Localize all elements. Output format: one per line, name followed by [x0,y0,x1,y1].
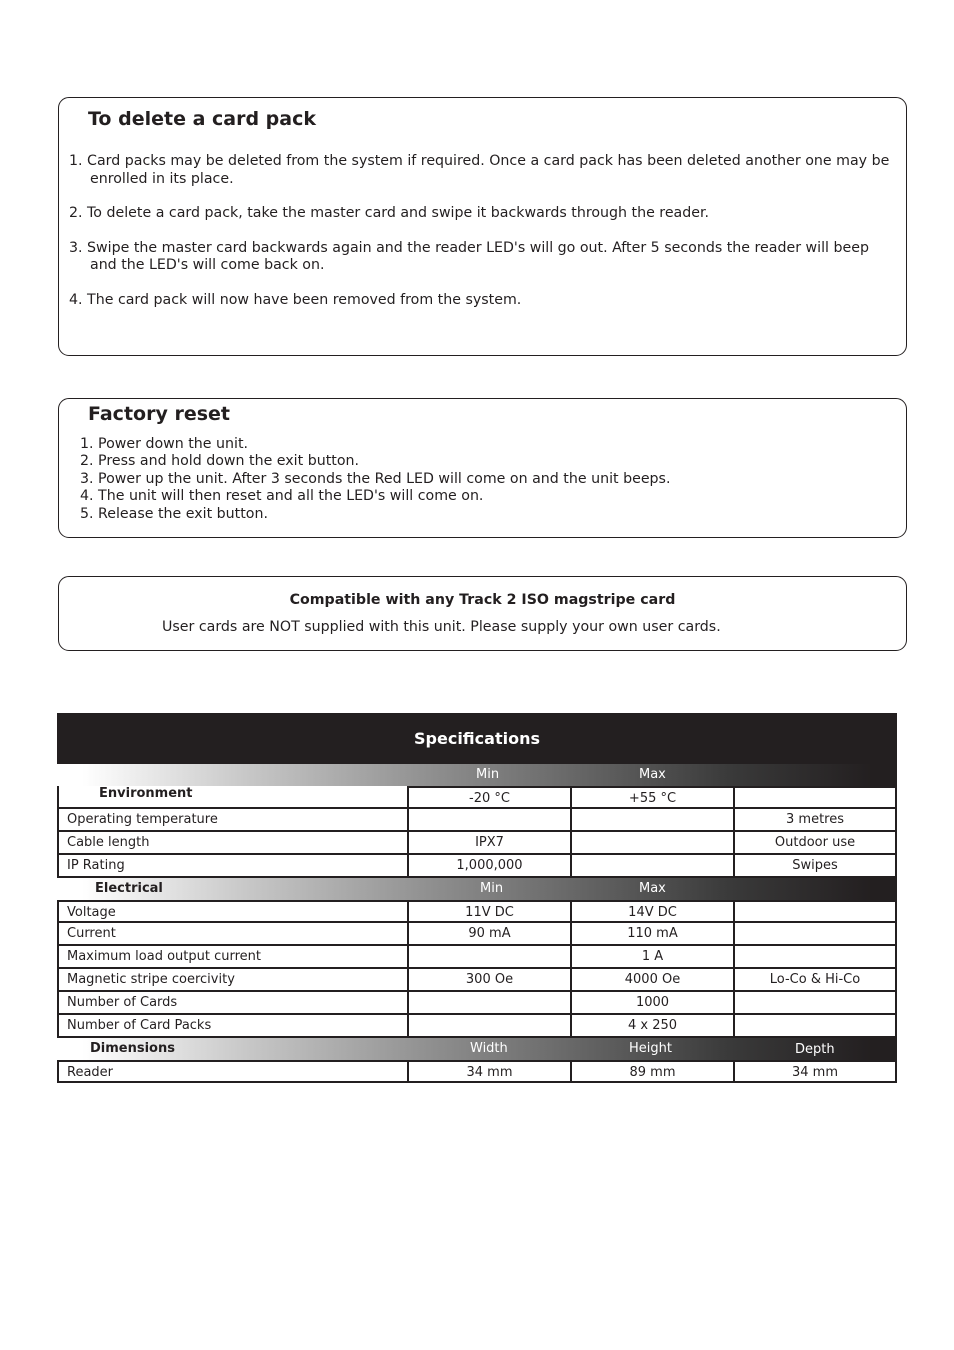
dimensions-label: Dimensions [90,1041,175,1056]
cell-min: IPX7 [407,832,570,855]
electrical-header-row [57,878,897,900]
spec-title: Specifications [57,713,897,764]
compatibility-panel [58,576,907,651]
reset-section-title: Factory reset [88,403,230,425]
cell-min: 1,000,000 [407,855,570,878]
cell-label: Current [57,923,407,946]
cell-label: Reader [57,1060,407,1083]
delete-section-title: To delete a card pack [88,108,316,130]
cell-label: Cable length [57,832,407,855]
cell-label: Number of Card Packs [57,1015,407,1038]
cell-extra [733,786,897,809]
cell-min: 11V DC [407,900,570,923]
list-item: 2. Press and hold down the exit button. [80,453,360,470]
env-header-row [57,764,897,786]
cell-extra [733,992,897,1015]
elec-max-header: Max [639,881,666,896]
cell-max [570,809,733,832]
cell-label: Operating temperature [57,809,407,832]
cell-min [407,946,570,969]
cell-min [407,992,570,1015]
table-row [57,923,897,946]
list-item: 3. Swipe the master card backwards again and the reader LED's will go out. After 5 seconds the reader will beep and the LED's will come back on. [69,239,869,273]
cell-extra [733,900,897,923]
cell-max: 110 mA [570,923,733,946]
cell-min: 90 mA [407,923,570,946]
cell-extra [733,923,897,946]
cell-max: 1000 [570,992,733,1015]
table-row [57,969,897,992]
cell-extra: Swipes [733,855,897,878]
cell-label: Voltage [57,900,407,923]
compat-note: User cards are NOT supplied with this unit. Please supply your own user cards. [162,619,721,635]
delete-card-pack-panel [58,97,907,356]
cell-max [570,832,733,855]
dim-depth-header: Depth [795,1042,835,1057]
cell-max [570,855,733,878]
cell-label: Number of Cards [57,992,407,1015]
elec-min-header: Min [480,881,504,896]
cell-extra: Outdoor use [733,832,897,855]
list-item: 4. The unit will then reset and all the LED's will come on. [80,488,484,505]
cell-label: Maximum load output current [57,946,407,969]
cell-min: -20 °C [407,786,570,809]
table-row [57,900,897,923]
cell-depth: 34 mm [733,1060,897,1083]
cell-max: 14V DC [570,900,733,923]
cell-max: +55 °C [570,786,733,809]
cell-label: Magnetic stripe coercivity [57,969,407,992]
cell-extra [733,946,897,969]
electrical-label: Electrical [95,881,163,896]
table-row [57,855,897,878]
table-row [57,992,897,1015]
table-row [57,809,897,832]
cell-height: 89 mm [570,1060,733,1083]
dimensions-header-row [57,1038,897,1060]
cell-label: IP Rating [57,855,407,878]
cell-min: 300 Oe [407,969,570,992]
cell-max: 4 x 250 [570,1015,733,1038]
reset-steps-list [80,436,670,523]
env-min-header: Min [476,767,500,782]
cell-max: 4000 Oe [570,969,733,992]
list-item: 5. Release the exit button. [80,505,268,522]
delete-steps-list [69,153,895,326]
cell-width: 34 mm [407,1060,570,1083]
table-row [57,1060,897,1083]
list-item: 4. The card pack will now have been removed from the system. [69,291,522,308]
cell-extra [733,1015,897,1038]
dim-height-header: Height [629,1041,672,1056]
dim-width-header: Width [470,1041,508,1056]
specifications-table [57,713,897,1083]
env-max-header: Max [639,767,666,782]
list-item: 1. Power down the unit. [80,436,249,452]
table-row [57,786,897,809]
table-row [57,1015,897,1038]
list-item: 1. Card packs may be deleted from the system if required. Once a card pack has been deleted another one may be enrolled in its place. [69,153,890,187]
compat-title: Compatible with any Track 2 ISO magstripe card [289,592,676,608]
list-item: 2. To delete a card pack, take the master card and swipe it backwards through the reader. [69,205,710,221]
list-item: 3. Power up the unit. After 3 seconds the Red LED will come on and the unit beeps. [80,470,671,487]
cell-min [407,809,570,832]
table-row [57,832,897,855]
factory-reset-panel [58,398,907,538]
environment-label: Environment [57,786,407,809]
table-row [57,946,897,969]
cell-extra: 3 metres [733,809,897,832]
cell-max: 1 A [570,946,733,969]
cell-min [407,1015,570,1038]
cell-extra: Lo-Co & Hi-Co [733,969,897,992]
